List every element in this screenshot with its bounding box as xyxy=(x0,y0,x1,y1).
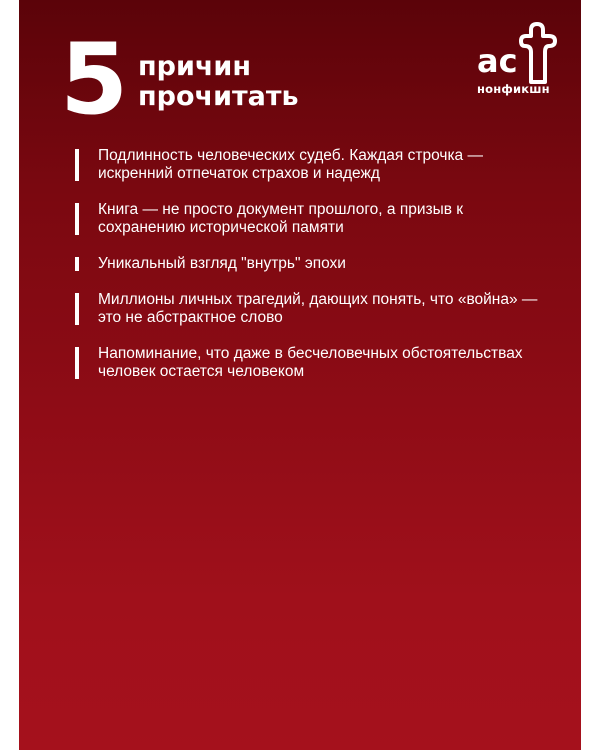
logo-subtitle: нонфикшн xyxy=(477,82,550,96)
reason-item-3 xyxy=(75,255,545,273)
bullet-bar xyxy=(75,149,79,181)
promo-card xyxy=(19,0,581,750)
bullet-bar xyxy=(75,203,79,235)
ast-logo-icon xyxy=(475,22,565,84)
reason-item-5 xyxy=(75,345,545,381)
reason-text: Книга — не просто документ прошлого, а призыв к сохранению исторической памяти xyxy=(98,201,464,236)
reason-item-2 xyxy=(75,201,545,237)
reason-text: Уникальный взгляд "внутрь" эпохи xyxy=(98,255,346,272)
bullet-bar xyxy=(75,347,79,379)
reason-text: Подлинность человеческих судеб. Каждая строчка — искренний отпечаток страхов и надежд xyxy=(98,147,483,182)
publisher-logo xyxy=(475,22,565,102)
reason-item-1 xyxy=(75,147,545,183)
headline xyxy=(138,52,299,112)
bullet-bar xyxy=(75,257,79,271)
headline-line-1: причин xyxy=(138,51,252,82)
reasons-list xyxy=(75,147,545,399)
reasons-count: 5 xyxy=(60,23,127,137)
logo-mark-text: ас xyxy=(477,42,518,80)
reason-text: Напоминание, что даже в бесчеловечных обстоятельствах человек остается человеком xyxy=(98,345,523,380)
bullet-bar xyxy=(75,293,79,325)
reason-text: Миллионы личных трагедий, дающих понять, что «война» — это не абстрактное слово xyxy=(98,291,538,326)
headline-line-2: прочитать xyxy=(138,81,299,112)
reason-item-4 xyxy=(75,291,545,327)
